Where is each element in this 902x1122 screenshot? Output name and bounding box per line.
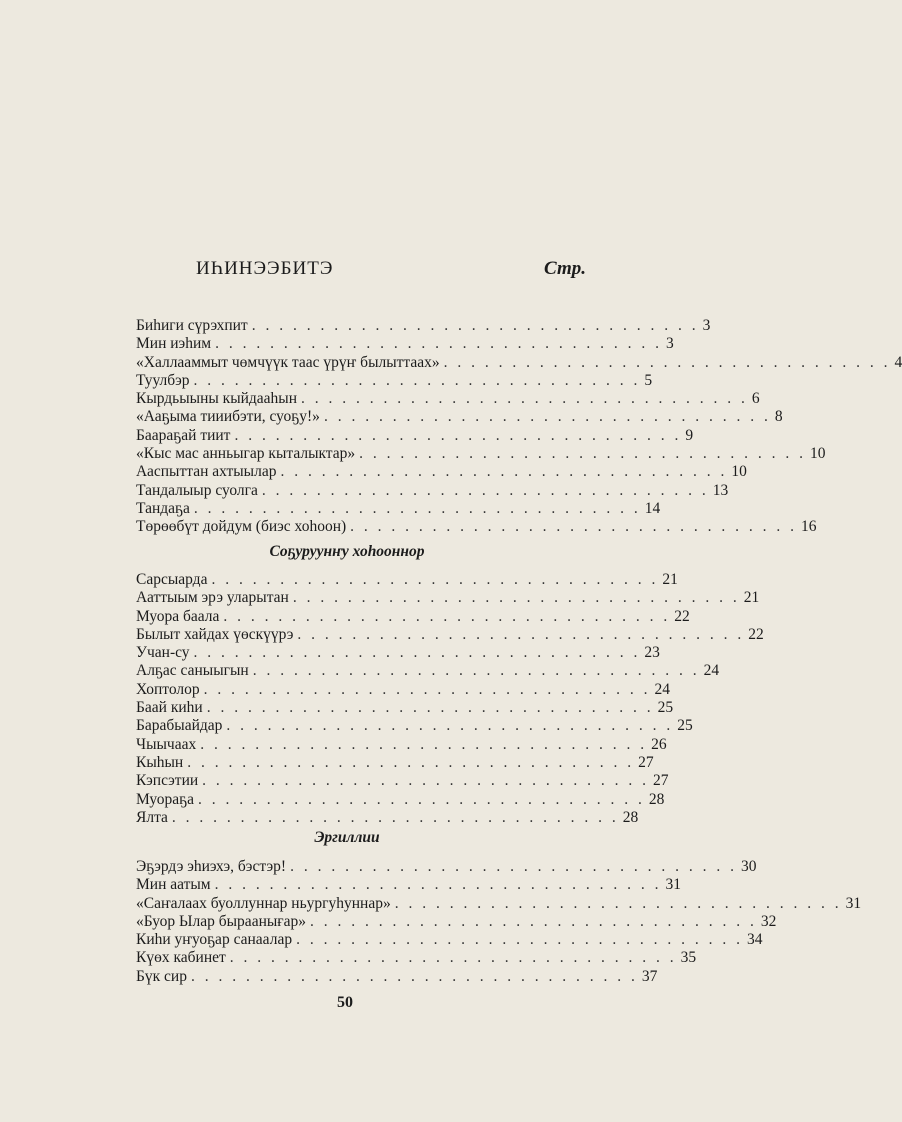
toc-section-southern	[136, 571, 764, 827]
toc-entry-title: Муораҕа	[136, 790, 195, 808]
toc-entry-title: Тандалыыр суолга	[136, 481, 258, 499]
toc-entry-title: Эҕэрдэ эһиэхэ, бэстэр!	[136, 858, 287, 875]
toc-entry-page: 27	[638, 753, 654, 771]
toc-entry-page: 8	[774, 408, 783, 426]
toc-entry-page: 30	[740, 858, 757, 875]
toc-entry-title: «Саҥалаах буоллуннар ньургуһуннар»	[136, 894, 391, 912]
toc-entry-title: Мин иэһим	[136, 335, 212, 353]
toc-dot-leader: . . . . . . . . . . . . . . . . . . . . . . . . . . . . . . . . .	[310, 912, 757, 930]
toc-dot-leader: . . . . . . . . . . . . . . . . . . . . . . . . . . . . . . . . .	[443, 353, 891, 371]
toc-entry	[136, 967, 658, 986]
toc-entry	[136, 699, 674, 717]
toc-entry	[136, 317, 711, 335]
toc-entry	[136, 625, 764, 644]
toc-entry-title: Былыт хайдах үөскүүрэ	[136, 625, 294, 643]
toc-entry	[136, 481, 729, 500]
toc-entry-title: Бүк сир	[136, 967, 187, 985]
toc-entry-title: Киһи уҥуоҕар санаалар	[136, 931, 293, 949]
toc-dot-leader: . . . . . . . . . . . . . . . . . . . . . . . . . . . . . . . . .	[234, 426, 682, 444]
toc-entry-title: Ааспыттан ахтыылар	[136, 463, 277, 481]
toc-entry	[136, 753, 654, 772]
toc-entry-title: Учан-су	[136, 644, 190, 662]
toc-dot-leader: . . . . . . . . . . . . . . . . . . . . . . . . . . . . . . . . .	[323, 408, 771, 426]
toc-entry-page: 4	[894, 353, 902, 371]
toc-dot-leader: . . . . . . . . . . . . . . . . . . . . . . . . . . . . . . . . .	[211, 571, 659, 588]
toc-dot-leader: . . . . . . . . . . . . . . . . . . . . . . . . . . . . . . . . .	[206, 699, 654, 717]
toc-dot-leader: . . . . . . . . . . . . . . . . . . . . . . . . . . . . . . . . .	[296, 931, 743, 949]
toc-dot-leader: . . . . . . . . . . . . . . . . . . . . . . . . . . . . . . . . .	[251, 317, 699, 334]
toc-entry-title: Сарсыарда	[136, 571, 208, 588]
toc-entry-title: Барабыайдар	[136, 717, 223, 735]
toc-dot-leader: . . . . . . . . . . . . . . . . . . . . . . . . . . . . . . . . .	[223, 607, 671, 625]
toc-dot-leader: . . . . . . . . . . . . . . . . . . . . . . . . . . . . . . . . .	[290, 858, 737, 875]
toc-entry-page: 22	[674, 607, 690, 625]
toc-entry-page: 32	[760, 912, 777, 930]
toc-entry-title: Баараҕай тиит	[136, 426, 231, 444]
toc-entry-page: 16	[801, 518, 817, 536]
toc-dot-leader: . . . . . . . . . . . . . . . . . . . . . . . . . . . . . . . . .	[280, 463, 728, 481]
toc-entry-title: Кэпсэтии	[136, 772, 199, 790]
toc-entry-title: «Халлааммыт чөмчүүк таас үрүҥ былыттаах»	[136, 353, 440, 371]
toc-entry	[136, 808, 639, 827]
toc-dot-leader: . . . . . . . . . . . . . . . . . . . . . . . . . . . . . . . . .	[297, 625, 745, 643]
toc-dot-leader: . . . . . . . . . . . . . . . . . . . . . . . . . . . . . . . . .	[198, 790, 645, 808]
toc-entry-page: 24	[654, 680, 670, 698]
toc-entry	[136, 949, 697, 967]
toc-entry-page: 10	[810, 445, 826, 463]
toc-entry-page: 5	[644, 371, 653, 389]
toc-entry-title: «Ааҕыма тииибэти, суоҕу!»	[136, 408, 320, 426]
toc-entry-page: 10	[731, 463, 747, 481]
toc-entry-title: «Буор Ылар быраанығар»	[136, 912, 307, 930]
toc-entry	[136, 518, 817, 536]
toc-entry-page: 25	[677, 717, 693, 735]
toc-entry-page: 21	[743, 589, 760, 607]
toc-entry	[136, 571, 678, 589]
toc-entry-title: Баай киһи	[136, 699, 203, 717]
toc-entry	[136, 790, 665, 809]
toc-section-return	[136, 858, 862, 986]
toc-dot-leader: . . . . . . . . . . . . . . . . . . . . . . . . . . . . . . . . .	[193, 499, 641, 517]
toc-entry	[136, 426, 694, 445]
toc-entry-title: Биһиги сүрэхпит	[136, 317, 248, 334]
toc-dot-leader: . . . . . . . . . . . . . . . . . . . . . . . . . . . . . . . . .	[187, 753, 635, 771]
toc-entry-title: «Кыс мас анньыгар кыталыктар»	[136, 445, 356, 463]
section-heading-return: Эргиллии	[314, 829, 380, 846]
toc-entry	[136, 894, 862, 913]
toc-entry-title: Мин аатым	[136, 876, 211, 894]
toc-entry-page: 21	[662, 571, 678, 588]
toc-entry-page: 23	[644, 644, 660, 662]
toc-dot-leader: . . . . . . . . . . . . . . . . . . . . . . . . . . . . . . . . .	[252, 662, 700, 680]
toc-entry	[136, 390, 760, 408]
toc-title: ИҺИНЭЭБИТЭ	[196, 258, 334, 279]
toc-entry-page: 31	[845, 894, 862, 912]
toc-entry	[136, 717, 693, 735]
toc-entry-page: 9	[685, 426, 694, 444]
toc-entry	[136, 463, 747, 481]
toc-entry	[136, 335, 674, 353]
toc-entry-page: 14	[644, 499, 661, 517]
toc-entry-title: Хоптолор	[136, 680, 200, 698]
toc-entry-page: 25	[657, 699, 674, 717]
page-number: 50	[337, 994, 353, 1011]
toc-entry	[136, 735, 667, 754]
toc-header	[196, 258, 586, 288]
toc-entry	[136, 371, 653, 390]
toc-entry-page: 27	[653, 772, 669, 790]
toc-entry	[136, 876, 681, 894]
toc-dot-leader: . . . . . . . . . . . . . . . . . . . . . . . . . . . . . . . . .	[359, 445, 807, 463]
toc-dot-leader: . . . . . . . . . . . . . . . . . . . . . . . . . . . . . . . . .	[193, 644, 641, 662]
toc-entry-page: 24	[703, 662, 720, 680]
toc-dot-leader: . . . . . . . . . . . . . . . . . . . . . . . . . . . . . . . . .	[200, 735, 648, 753]
toc-dot-leader: . . . . . . . . . . . . . . . . . . . . . . . . . . . . . . . . .	[203, 680, 651, 698]
toc-entry-title: Тандаҕа	[136, 499, 190, 517]
toc-entry-title: Алҕас саныыгын	[136, 662, 249, 680]
toc-entry	[136, 931, 763, 949]
toc-dot-leader: . . . . . . . . . . . . . . . . . . . . . . . . . . . . . . . . .	[301, 390, 748, 408]
toc-entry	[136, 353, 902, 372]
toc-entry-page: 26	[651, 735, 667, 753]
toc-entry-page: 28	[622, 808, 639, 826]
toc-entry	[136, 772, 669, 790]
toc-entry-title: Кыһын	[136, 753, 184, 771]
toc-dot-leader: . . . . . . . . . . . . . . . . . . . . . . . . . . . . . . . . .	[350, 518, 798, 536]
toc-entry-title: Ааттыым эрэ уларытан	[136, 589, 289, 607]
toc-dot-leader: . . . . . . . . . . . . . . . . . . . . . . . . . . . . . . . . .	[292, 589, 740, 607]
toc-entry	[136, 499, 661, 518]
toc-dot-leader: . . . . . . . . . . . . . . . . . . . . . . . . . . . . . . . . .	[190, 967, 638, 985]
toc-entry-page: 3	[702, 317, 711, 334]
toc-entry-page: 6	[751, 390, 760, 408]
toc-entry-title: Төрөөбүт дойдум (биэс хоһоон)	[136, 518, 347, 536]
toc-entry	[136, 662, 720, 680]
toc-dot-leader: . . . . . . . . . . . . . . . . . . . . . . . . . . . . . . . . .	[394, 894, 842, 912]
page-column-label: Стр.	[544, 258, 586, 279]
toc-entry-title: Күөх кабинет	[136, 949, 226, 967]
toc-entry-page: 37	[641, 967, 658, 985]
toc-entry-page: 22	[748, 625, 764, 643]
toc-dot-leader: . . . . . . . . . . . . . . . . . . . . . . . . . . . . . . . . .	[261, 481, 709, 499]
toc-entry-page: 31	[665, 876, 681, 894]
toc-entry	[136, 445, 826, 463]
toc-entry-title: Кырдьыыны кыйдааһын	[136, 390, 298, 408]
toc-dot-leader: . . . . . . . . . . . . . . . . . . . . . . . . . . . . . . . . .	[226, 717, 674, 735]
toc-entry	[136, 644, 660, 662]
toc-dot-leader: . . . . . . . . . . . . . . . . . . . . . . . . . . . . . . . . .	[215, 335, 662, 353]
toc-entry	[136, 589, 760, 607]
toc-dot-leader: . . . . . . . . . . . . . . . . . . . . . . . . . . . . . . . . .	[214, 876, 662, 894]
toc-entry-title: Чыычаах	[136, 735, 197, 753]
toc-entry	[136, 408, 783, 426]
toc-dot-leader: . . . . . . . . . . . . . . . . . . . . . . . . . . . . . . . . .	[202, 772, 650, 790]
toc-entry	[136, 912, 777, 931]
toc-entry-page: 34	[746, 931, 763, 949]
toc-entry-page: 35	[680, 949, 697, 967]
toc-dot-leader: . . . . . . . . . . . . . . . . . . . . . . . . . . . . . . . . .	[229, 949, 677, 967]
toc-dot-leader: . . . . . . . . . . . . . . . . . . . . . . . . . . . . . . . . .	[193, 371, 641, 389]
toc-entry	[136, 680, 670, 699]
toc-entry	[136, 607, 690, 626]
toc-entry-title: Муора баала	[136, 607, 220, 625]
section-heading-southern: Соҕуруунҥу хоһооннор	[269, 543, 425, 560]
toc-entry-title: Туулбэр	[136, 371, 190, 389]
toc-entry	[136, 858, 757, 876]
toc-entry-page: 13	[712, 481, 729, 499]
toc-entry-title: Ялта	[136, 808, 168, 826]
toc-entry-page: 28	[648, 790, 665, 808]
toc-dot-leader: . . . . . . . . . . . . . . . . . . . . . . . . . . . . . . . . .	[171, 808, 619, 826]
toc-entry-page: 3	[665, 335, 674, 353]
toc-section-main	[136, 317, 902, 537]
